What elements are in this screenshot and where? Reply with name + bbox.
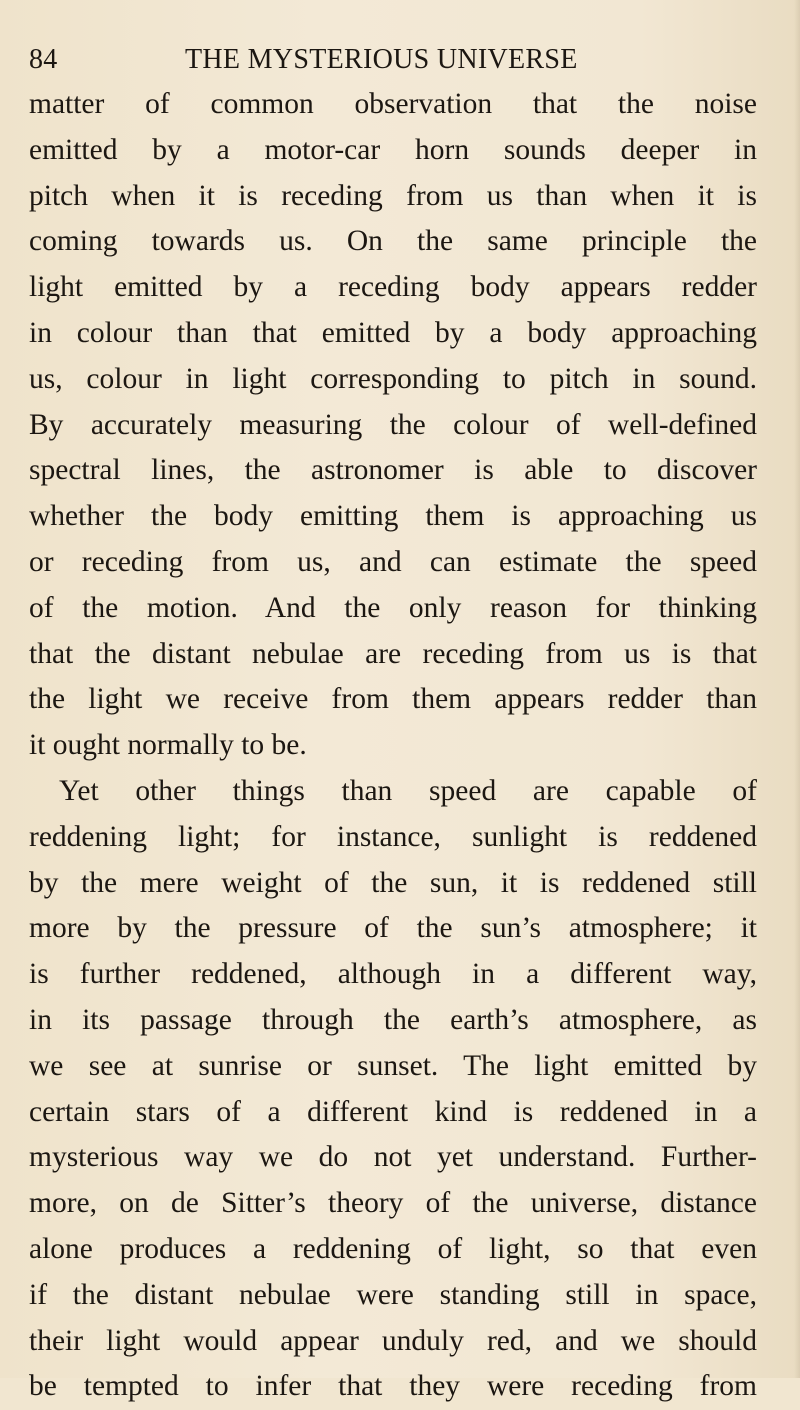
page-number: 84 [29, 44, 58, 75]
text-line: or receding from us, and can estimate the speed [29, 545, 757, 578]
text-line: be tempted to infer that they were receding from [29, 1370, 757, 1403]
text-line: coming towards us. On the same principle the [29, 225, 757, 258]
text-line: By accurately measuring the colour of well-defined [29, 408, 757, 441]
text-line: whether the body emitting them is approaching us [29, 500, 757, 533]
text-line: reddening light; for instance, sunlight is reddened [29, 820, 757, 853]
text-line: if the distant nebulae were standing still in space, [29, 1278, 757, 1311]
text-line: more, on de Sitter’s theory of the universe, distance [29, 1187, 757, 1220]
text-line: alone produces a reddening of light, so that even [29, 1232, 757, 1265]
text-line: the light we receive from them appears redder than [29, 683, 757, 716]
text-line: that the distant nebulae are receding from us is that [29, 637, 757, 670]
page-edge-shadow [794, 0, 800, 1378]
text-line: mysterious way we do not yet understand. Further- [29, 1141, 757, 1174]
text-line: pitch when it is receding from us than when it is [29, 179, 757, 212]
text-line: their light would appear unduly red, and we should [29, 1324, 757, 1357]
text-line: matter of common observation that the noise [29, 88, 757, 120]
text-line: us, colour in light corresponding to pitch in sound. [29, 362, 757, 395]
body-text [29, 82, 757, 1410]
text-line: we see at sunrise or sunset. The light emitted by [29, 1049, 757, 1082]
text-line: is further reddened, although in a different way, [29, 958, 757, 991]
text-line: of the motion. And the only reason for thinking [29, 591, 757, 624]
text-line: emitted by a motor-car horn sounds deeper in [29, 133, 757, 166]
running-title: THE MYSTERIOUS UNIVERSE [185, 44, 578, 75]
text-line: in colour than that emitted by a body approaching [29, 316, 757, 349]
text-line: Yet other things than speed are capable of [59, 774, 757, 807]
text-line: light emitted by a receding body appears redder [29, 271, 757, 304]
text-line: by the mere weight of the sun, it is reddened still [29, 866, 757, 899]
text-line: certain stars of a different kind is reddened in a [29, 1095, 757, 1128]
running-header [29, 40, 757, 80]
text-line: more by the pressure of the sun’s atmosphere; it [29, 912, 757, 945]
text-line: spectral lines, the astronomer is able to discover [29, 454, 757, 487]
text-line: in its passage through the earth’s atmosphere, as [29, 1003, 757, 1036]
text-line: it ought normally to be. [29, 729, 307, 762]
